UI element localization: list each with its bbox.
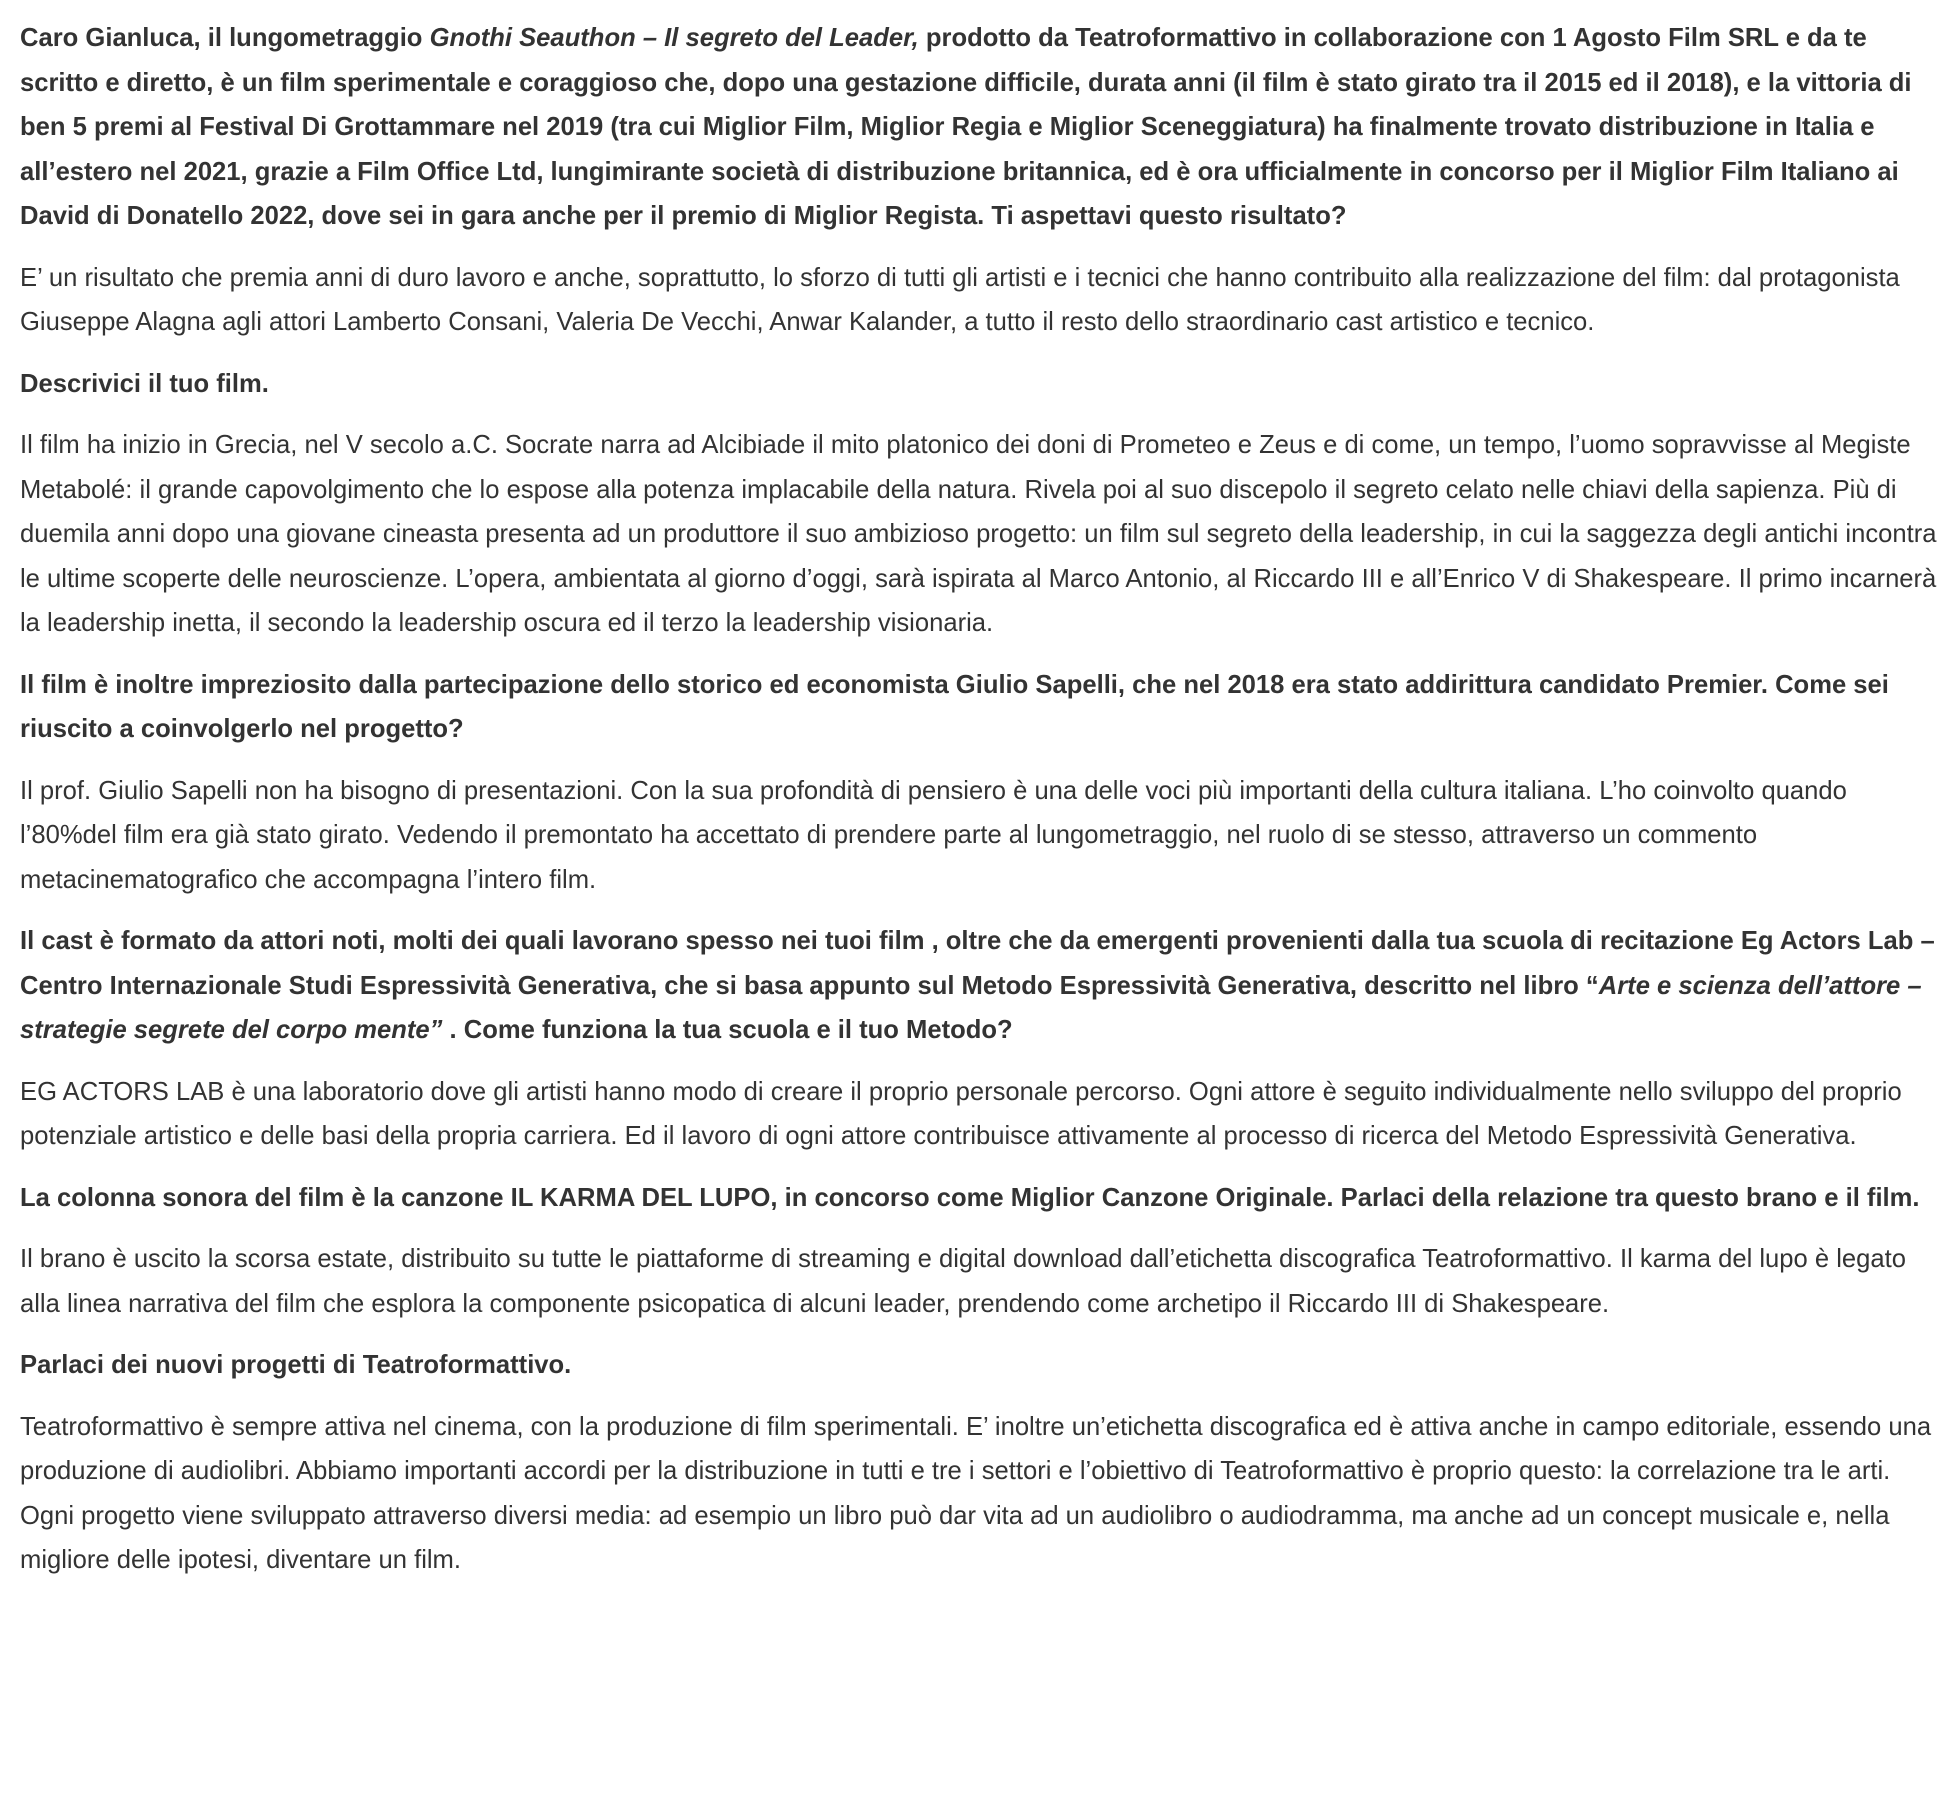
paragraph-text: Il cast è formato da attori noti, molti dei quali lavorano spesso nei tuoi film , oltre che da emergenti provenienti dalla tua scuola di recitazione Eg Actors Lab – Centro Internazionale Studi Espressività Generativa, che si basa appunto sul Metodo Espressività Generativa, descritto nel libro “	[20, 927, 1935, 1000]
paragraph-text: Il prof. Giulio Sapelli non ha bisogno di presentazioni. Con la sua profondità di pensiero è una delle voci più importanti della cultura italiana. L’ho coinvolto quando l’80%del film era già stato girato. Vedendo il premontato ha accettato di prendere parte al lungometraggio, nel ruolo di se stesso, attraverso un commento metacinematografico che accompagna l’intero film.	[20, 776, 1847, 894]
italic-title-text: Arte e scienza dell’attore – strategie segrete del corpo mente”	[20, 971, 1922, 1044]
paragraph-text: Parlaci dei nuovi progetti di Teatroformattivo.	[20, 1351, 572, 1379]
interview-question	[20, 1343, 1948, 1388]
interview-answer	[20, 423, 1948, 646]
paragraph-text: . Come funziona la tua scuola e il tuo Metodo?	[442, 1016, 1013, 1044]
interview-answer	[20, 1405, 1948, 1583]
interview-answer	[20, 1237, 1948, 1326]
paragraph-text: EG ACTORS LAB è una laboratorio dove gli artisti hanno modo di creare il proprio personale percorso. Ogni attore è seguito individualmente nello sviluppo del proprio potenziale artistico e delle basi della propria carriera. Ed il lavoro di ogni attore contribuisce attivamente al processo di ricerca del Metodo Espressività Generativa.	[20, 1077, 1902, 1150]
italic-title-text: Gnothi Seauthon – Il segreto del Leader,	[429, 24, 919, 52]
interview-question	[20, 1176, 1948, 1221]
paragraph-text: prodotto da Teatroformattivo in collaborazione con 1 Agosto Film SRL e da te scritto e diretto, è un film sperimentale e coraggioso che, dopo una gestazione difficile, durata anni (il film è stato girato tra il 2015 ed il 2018), e la vittoria di ben 5 premi al Festival Di Grottammare nel 2019 (tra cui Miglior Film, Miglior Regia e Miglior Sceneggiatura) ha finalmente trovato distribuzione in Italia e all’estero nel 2021, grazie a Film Office Ltd, lungimirante società di distribuzione britannica, ed è ora ufficialmente in concorso per il Miglior Film Italiano ai David di Donatello 2022, dove sei in gara anche per il premio di Miglior Regista. Ti aspettavi questo risultato?	[20, 24, 1912, 230]
interview-answer	[20, 769, 1948, 903]
paragraph-text: Il film è inoltre impreziosito dalla partecipazione dello storico ed economista Giulio Sapelli, che nel 2018 era stato addirittura candidato Premier. Come sei riuscito a coinvolgerlo nel progetto?	[20, 670, 1889, 743]
interview-question	[20, 919, 1948, 1053]
paragraph-text: Teatroformattivo è sempre attiva nel cinema, con la produzione di film sperimentali. E’ inoltre un’etichetta discografica ed è attiva anche in campo editoriale, essendo una produzione di audiolibri. Abbiamo importanti accordi per la distribuzione in tutti e tre i settori e l’obiettivo di Teatroformattivo è proprio questo: la correlazione tra le arti. Ogni progetto viene sviluppato attraverso diversi media: ad esempio un libro può dar vita ad un audiolibro o audiodramma, ma anche ad un concept musicale e, nella migliore delle ipotesi, diventare un film.	[20, 1412, 1932, 1574]
paragraph-text: Il brano è uscito la scorsa estate, distribuito su tutte le piattaforme di streaming e digital download dall’etichetta discografica Teatroformattivo. Il karma del lupo è legato alla linea narrativa del film che esplora la componente psicopatica di alcuni leader, prendendo come archetipo il Riccardo III di Shakespeare.	[20, 1245, 1906, 1318]
interview-answer	[20, 256, 1948, 345]
paragraph-text: Caro Gianluca, il lungometraggio	[20, 24, 430, 52]
interview-question	[20, 362, 1948, 407]
paragraph-text: Il film ha inizio in Grecia, nel V secolo a.C. Socrate narra ad Alcibiade il mito platonico dei doni di Prometeo e Zeus e di come, un tempo, l’uomo sopravvisse al Megiste Metabolé: il grande capovolgimento che lo espose alla potenza implacabile della natura. Rivela poi al suo discepolo il segreto celato nelle chiavi della sapienza. Più di duemila anni dopo una giovane cineasta presenta ad un produttore il suo ambizioso progetto: un film sul segreto della leadership, in cui la saggezza degli antichi incontra le ultime scoperte delle neuroscienze. L’opera, ambientata al giorno d’oggi, sarà ispirata al Marco Antonio, al Riccardo III e all’Enrico V di Shakespeare. Il primo incarnerà la leadership inetta, il secondo la leadership oscura ed il terzo la leadership visionaria.	[20, 431, 1937, 637]
paragraph-text: E’ un risultato che premia anni di duro lavoro e anche, soprattutto, lo sforzo di tutti gli artisti e i tecnici che hanno contribuito alla realizzazione del film: dal protagonista Giuseppe Alagna agli attori Lamberto Consani, Valeria De Vecchi, Anwar Kalander, a tutto il resto dello straordinario cast artistico e tecnico.	[20, 263, 1900, 336]
paragraph-text: Descrivici il tuo film.	[20, 369, 269, 398]
interview-answer	[20, 1070, 1948, 1159]
paragraph-text: La colonna sonora del film è la canzone IL KARMA DEL LUPO, in concorso come Miglior Canzone Originale. Parlaci della relazione tra questo brano e il film.	[20, 1183, 1920, 1212]
interview-question	[20, 663, 1948, 752]
interview-question	[20, 16, 1948, 239]
